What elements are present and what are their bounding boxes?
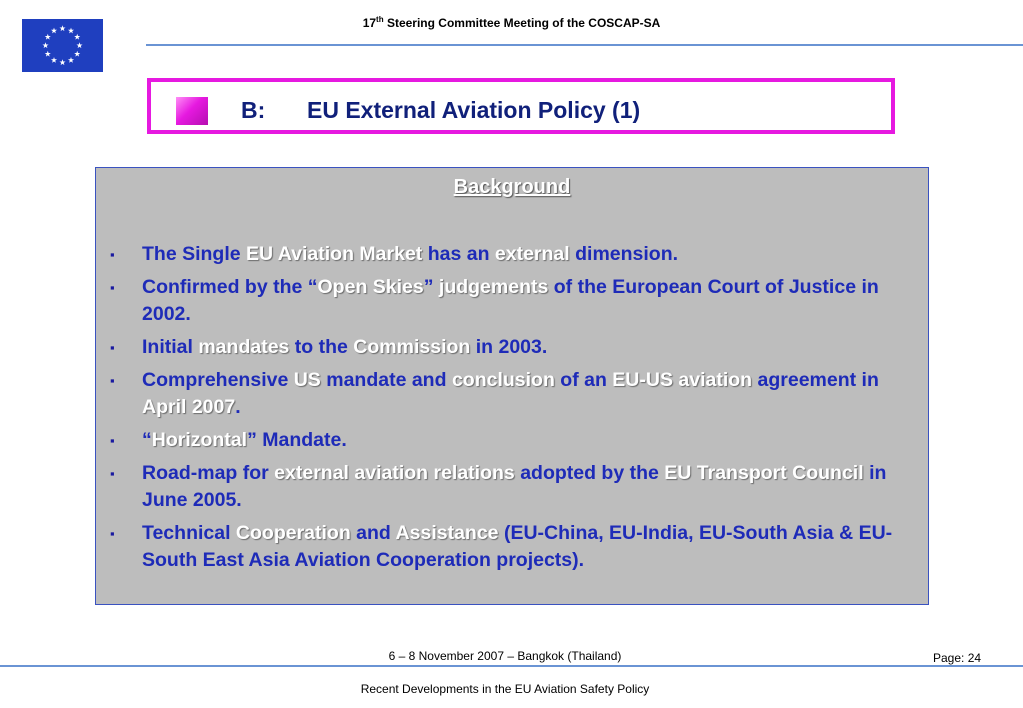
bullet-text-segment: Comprehensive [142,369,294,391]
bullet-text-segment: EU-US aviation [612,369,758,391]
bullet-text-segment: to the [294,336,354,358]
bullet-marker-icon: ▪ [110,340,115,355]
bullet-text-segment: April 2007 [142,396,236,418]
bullet-text-segment: in June 2005. [142,462,887,511]
bullet-text-segment: ” Mandate. [247,429,347,451]
bullet-text-segment: has an [427,243,495,265]
bullet-text-segment: external [494,243,576,265]
bullet-text-segment: in 2003. [475,336,548,358]
bullet-item [96,427,928,454]
header-title-rest: Steering Committee Meeting of the COSCAP-SA [383,16,661,30]
bullet-marker-icon: ▪ [110,373,115,388]
bullet-item [96,367,928,421]
bullet-text-segment: US [293,369,327,391]
bullet-item [96,334,928,361]
background-heading: Background [453,176,571,198]
bullet-text-segment: adopted by the [520,462,665,484]
bullet-text-segment: agreement in [757,369,879,391]
slide-title [241,97,640,124]
eu-star-icon [45,34,51,40]
bullet-text-segment: ” [423,276,439,298]
eu-star-icon [51,57,57,63]
eu-star-icon [74,34,80,40]
footer-rule [0,665,1023,667]
bullet-text-segment: EU Aviation Market [246,243,428,265]
eu-star-icon [74,51,80,57]
bullet-marker-icon: ▪ [110,280,115,295]
bullet-text-segment: dimension. [575,243,679,265]
bullet-text-segment: mandates [198,336,295,358]
bullet-text-segment: EU Transport Council [664,462,870,484]
header-title-prefix: 17 [362,16,377,30]
bullet-text-segment: Horizontal [151,429,248,451]
footer-date: 6 – 8 November 2007 – Bangkok (Thailand) [388,649,622,663]
bullet-text-segment: and [356,522,396,544]
header-rule [146,44,1023,46]
bullet-text-segment: Open Skies [317,276,424,298]
header-title-sup: th [376,15,384,24]
bullet-marker-icon: ▪ [110,526,115,541]
eu-star-icon [76,42,82,48]
slide-title-label: B: [241,97,266,123]
bullet-text-segment: external aviation relations [274,462,521,484]
bullet-text-segment: . [235,396,241,418]
bullet-text-segment: Technical [142,522,236,544]
eu-star-icon [45,51,51,57]
bullet-text-segment: Cooperation [235,522,357,544]
bullet-marker-icon: ▪ [110,247,115,262]
bullet-text-segment: of the European Court of Justice in 2002. [142,276,879,325]
eu-star-icon [42,42,48,48]
bullet-item [96,274,928,328]
bullet-text-segment: “ [142,429,152,451]
bullet-text-segment: Confirmed by the “ [142,276,318,298]
bullet-text-segment: of an [560,369,613,391]
footer-subtitle: Recent Developments in the EU Aviation Safety Policy [360,682,650,696]
bullet-item [96,241,928,268]
bullet-text-segment: Assistance [395,522,504,544]
bullet-text-segment: mandate and [326,369,452,391]
bullet-marker-icon: ▪ [110,466,115,481]
bullet-text-segment: conclusion [451,369,561,391]
page-number: Page: 24 [933,651,982,665]
slide-title-text: EU External Aviation Policy (1) [307,97,641,123]
eu-star-icon [59,59,65,65]
eu-star-icon [68,57,74,63]
content-panel [95,167,929,605]
bullet-text-segment: Commission [353,336,476,358]
bullet-text-segment: Initial [142,336,199,358]
bullet-text-segment: Road-map for [142,462,275,484]
bullet-marker-icon: ▪ [110,433,115,448]
title-bullet-square [176,97,208,125]
bullet-item [96,520,928,574]
bullet-item [96,460,928,514]
header-title [0,15,1023,30]
bullet-list [96,241,928,580]
bullet-text-segment: The Single [142,243,247,265]
bullet-text-segment: judgements [438,276,554,298]
bullet-text-segment: (EU-China, EU-India, EU-South Asia & EU-South East Asia Aviation Cooperation projects). [142,522,893,571]
